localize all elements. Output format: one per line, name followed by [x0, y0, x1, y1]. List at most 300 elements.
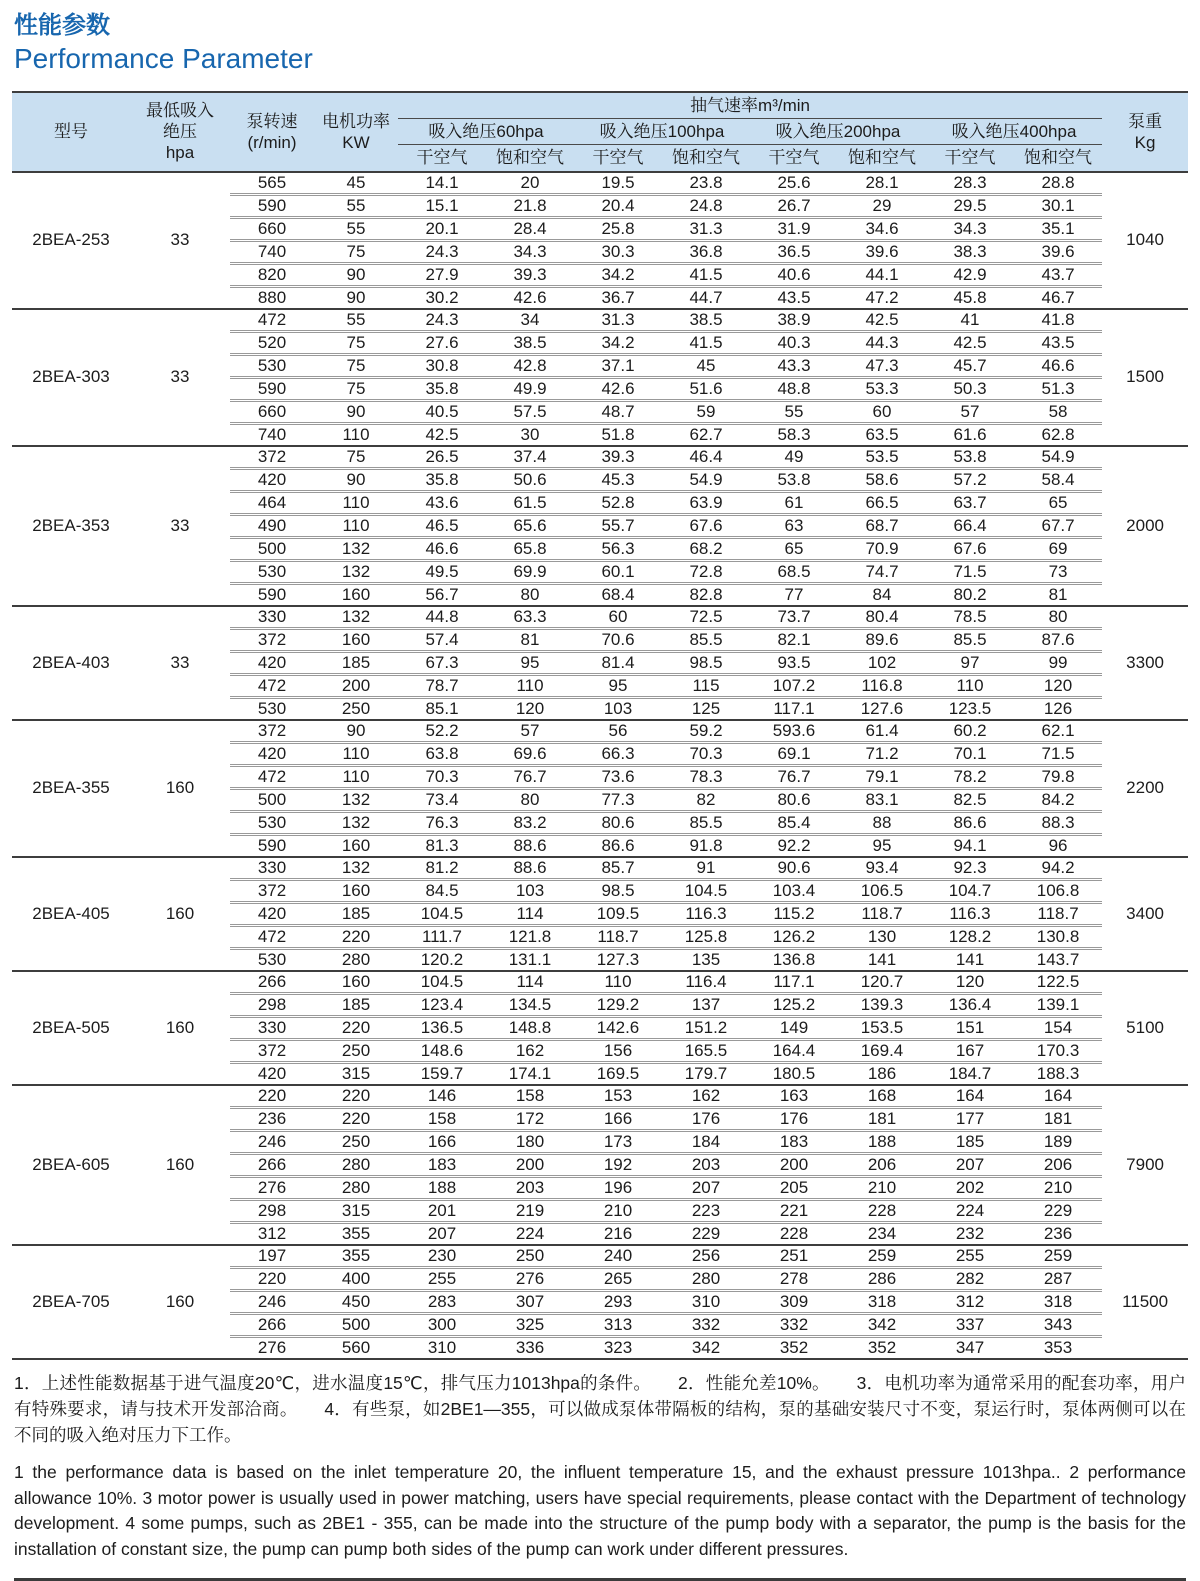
rate-cell: 39.3 — [574, 446, 662, 469]
rate-cell: 43.3 — [750, 354, 838, 377]
rate-cell: 103 — [574, 697, 662, 720]
rate-cell: 127.3 — [574, 948, 662, 971]
rate-cell: 14.1 — [398, 172, 486, 195]
min-pressure-cell: 160 — [130, 720, 230, 857]
rate-cell: 40.3 — [750, 331, 838, 354]
rate-cell: 104.5 — [398, 971, 486, 994]
rate-cell: 142.6 — [574, 1016, 662, 1039]
rate-cell: 188.3 — [1014, 1062, 1102, 1085]
rate-cell: 234 — [838, 1222, 926, 1245]
speed-cell: 298 — [230, 1199, 314, 1222]
speed-cell: 312 — [230, 1222, 314, 1245]
power-cell: 90 — [314, 400, 398, 423]
rate-cell: 46.4 — [662, 446, 750, 469]
rate-cell: 80.4 — [838, 606, 926, 629]
rate-cell: 89.6 — [838, 628, 926, 651]
rate-cell: 61.5 — [486, 491, 574, 514]
rate-cell: 123.4 — [398, 993, 486, 1016]
table-header — [12, 92, 1188, 172]
rate-cell: 82.8 — [662, 583, 750, 606]
rate-cell: 206 — [1014, 1153, 1102, 1176]
speed-cell: 266 — [230, 1153, 314, 1176]
table-row — [12, 309, 1188, 332]
rate-cell: 110 — [574, 971, 662, 994]
header-sub-saturated: 饱和空气 — [838, 145, 926, 172]
rate-cell: 180 — [486, 1130, 574, 1153]
header-sub-dry: 干空气 — [574, 145, 662, 172]
rate-cell: 280 — [662, 1267, 750, 1290]
rate-cell: 34.2 — [574, 263, 662, 286]
rate-cell: 120 — [1014, 674, 1102, 697]
rate-cell: 293 — [574, 1290, 662, 1313]
rate-cell: 80 — [486, 788, 574, 811]
rate-cell: 23.8 — [662, 172, 750, 195]
power-cell: 90 — [314, 468, 398, 491]
rate-cell: 332 — [662, 1313, 750, 1336]
speed-cell: 330 — [230, 857, 314, 880]
rate-cell: 63.3 — [486, 606, 574, 629]
rate-cell: 115 — [662, 674, 750, 697]
rate-cell: 85.5 — [926, 628, 1014, 651]
rate-cell: 57 — [486, 720, 574, 743]
rate-cell: 98.5 — [662, 651, 750, 674]
rate-cell: 118.7 — [1014, 902, 1102, 925]
rate-cell: 62.1 — [1014, 720, 1102, 743]
power-cell: 160 — [314, 971, 398, 994]
rate-cell: 86.6 — [574, 834, 662, 857]
table-row — [12, 446, 1188, 469]
rate-cell: 221 — [750, 1199, 838, 1222]
speed-cell: 565 — [230, 172, 314, 195]
rate-cell: 210 — [574, 1199, 662, 1222]
rate-cell: 51.6 — [662, 377, 750, 400]
rate-cell: 67.3 — [398, 651, 486, 674]
power-cell: 45 — [314, 172, 398, 195]
header-pump-speed — [230, 92, 314, 172]
table-row — [12, 1245, 1188, 1268]
rate-cell: 38.3 — [926, 240, 1014, 263]
speed-cell: 472 — [230, 309, 314, 332]
rate-cell: 20.1 — [398, 217, 486, 240]
note-zh: 1．上述性能数据基于进气温度20℃，进水温度15℃，排气压力1013hpa的条件。 2．性能允差10%。 3．电机功率为通常采用的配套功率，用户有特殊要求，请与技术开发部洽商。 4．有些泵，如2BE1—355，可以做成泵体带隔板的结构，泵的基础安装尺寸不变，泵运行时，泵体两侧可以在不同的吸入绝对压力下工作。 — [14, 1372, 1186, 1446]
header-pump-speed-line: (r/min) — [247, 132, 297, 152]
power-cell: 110 — [314, 765, 398, 788]
rate-cell: 35.1 — [1014, 217, 1102, 240]
rate-cell: 117.1 — [750, 971, 838, 994]
speed-cell: 472 — [230, 925, 314, 948]
rate-cell: 176 — [750, 1107, 838, 1130]
rate-cell: 29 — [838, 194, 926, 217]
speed-cell: 530 — [230, 560, 314, 583]
rate-cell: 66.4 — [926, 514, 1014, 537]
rate-cell: 165.5 — [662, 1039, 750, 1062]
rate-cell: 170.3 — [1014, 1039, 1102, 1062]
rate-cell: 307 — [486, 1290, 574, 1313]
rate-cell: 72.5 — [662, 606, 750, 629]
rate-cell: 276 — [486, 1267, 574, 1290]
rate-cell: 19.5 — [574, 172, 662, 195]
rate-cell: 90.6 — [750, 857, 838, 880]
header-motor-power-line: 电机功率 — [322, 111, 390, 131]
rate-cell: 27.6 — [398, 331, 486, 354]
rate-cell: 83.2 — [486, 811, 574, 834]
rate-cell: 42.6 — [574, 377, 662, 400]
power-cell: 160 — [314, 628, 398, 651]
power-cell: 90 — [314, 286, 398, 309]
rate-cell: 43.5 — [1014, 331, 1102, 354]
rate-cell: 163 — [750, 1085, 838, 1108]
rate-cell: 30.1 — [1014, 194, 1102, 217]
table-row — [12, 172, 1188, 195]
rate-cell: 58 — [1014, 400, 1102, 423]
rate-cell: 166 — [398, 1130, 486, 1153]
rate-cell: 74.7 — [838, 560, 926, 583]
power-cell: 110 — [314, 514, 398, 537]
rate-cell: 80.6 — [574, 811, 662, 834]
weight-cell: 3300 — [1102, 606, 1188, 720]
rate-cell: 162 — [486, 1039, 574, 1062]
rate-cell: 40.5 — [398, 400, 486, 423]
rate-cell: 78.7 — [398, 674, 486, 697]
rate-cell: 136.4 — [926, 993, 1014, 1016]
speed-cell: 372 — [230, 446, 314, 469]
rate-cell: 81.3 — [398, 834, 486, 857]
rate-cell: 58.3 — [750, 423, 838, 446]
header-pump-weight-line: Kg — [1134, 132, 1156, 152]
rate-cell: 63.8 — [398, 742, 486, 765]
power-cell: 280 — [314, 948, 398, 971]
speed-cell: 372 — [230, 879, 314, 902]
speed-cell: 420 — [230, 651, 314, 674]
rate-cell: 55 — [750, 400, 838, 423]
header-min-pressure — [130, 92, 230, 172]
rate-cell: 57.5 — [486, 400, 574, 423]
power-cell: 280 — [314, 1153, 398, 1176]
rate-cell: 52.8 — [574, 491, 662, 514]
model-cell: 2BEA-303 — [12, 309, 130, 446]
weight-cell: 2200 — [1102, 720, 1188, 857]
rate-cell: 164 — [926, 1085, 1014, 1108]
speed-cell: 660 — [230, 217, 314, 240]
rate-cell: 66.3 — [574, 742, 662, 765]
speed-cell: 530 — [230, 811, 314, 834]
rate-cell: 36.5 — [750, 240, 838, 263]
rate-cell: 44.7 — [662, 286, 750, 309]
rate-cell: 55.7 — [574, 514, 662, 537]
rate-cell: 107.2 — [750, 674, 838, 697]
power-cell: 132 — [314, 788, 398, 811]
rate-cell: 137 — [662, 993, 750, 1016]
power-cell: 90 — [314, 263, 398, 286]
rate-cell: 312 — [926, 1290, 1014, 1313]
rate-cell: 228 — [750, 1222, 838, 1245]
rate-cell: 106.5 — [838, 879, 926, 902]
rate-cell: 134.5 — [486, 993, 574, 1016]
power-cell: 220 — [314, 1107, 398, 1130]
power-cell: 250 — [314, 697, 398, 720]
rate-cell: 336 — [486, 1336, 574, 1359]
speed-cell: 276 — [230, 1336, 314, 1359]
rate-cell: 81.2 — [398, 857, 486, 880]
rate-cell: 342 — [662, 1336, 750, 1359]
rate-cell: 228 — [838, 1199, 926, 1222]
rate-cell: 78.2 — [926, 765, 1014, 788]
speed-cell: 820 — [230, 263, 314, 286]
rate-cell: 143.7 — [1014, 948, 1102, 971]
rate-cell: 102 — [838, 651, 926, 674]
rate-cell: 62.7 — [662, 423, 750, 446]
rate-cell: 30 — [486, 423, 574, 446]
rate-cell: 116.3 — [662, 902, 750, 925]
power-cell: 132 — [314, 857, 398, 880]
speed-cell: 472 — [230, 674, 314, 697]
rate-cell: 95 — [838, 834, 926, 857]
rate-cell: 44.8 — [398, 606, 486, 629]
rate-cell: 60 — [838, 400, 926, 423]
rate-cell: 126 — [1014, 697, 1102, 720]
rate-cell: 229 — [662, 1222, 750, 1245]
rate-cell: 167 — [926, 1039, 1014, 1062]
rate-cell: 31.9 — [750, 217, 838, 240]
min-pressure-cell: 160 — [130, 1085, 230, 1245]
speed-cell: 880 — [230, 286, 314, 309]
rate-cell: 80 — [486, 583, 574, 606]
header-motor-power-line: KW — [342, 132, 370, 152]
rate-cell: 116.3 — [926, 902, 1014, 925]
rate-cell: 42.5 — [398, 423, 486, 446]
power-cell: 220 — [314, 1085, 398, 1108]
rate-cell: 103.4 — [750, 879, 838, 902]
rate-cell: 87.6 — [1014, 628, 1102, 651]
rate-cell: 236 — [1014, 1222, 1102, 1245]
rate-cell: 85.5 — [662, 628, 750, 651]
rate-cell: 259 — [838, 1245, 926, 1268]
power-cell: 185 — [314, 993, 398, 1016]
rate-cell: 126.2 — [750, 925, 838, 948]
rate-cell: 63.7 — [926, 491, 1014, 514]
rate-cell: 93.4 — [838, 857, 926, 880]
rate-cell: 172 — [486, 1107, 574, 1130]
min-pressure-cell: 33 — [130, 446, 230, 606]
rate-cell: 120 — [926, 971, 1014, 994]
header-min-pressure-line: 最低吸入 — [146, 100, 214, 120]
rate-cell: 45.3 — [574, 468, 662, 491]
rate-cell: 283 — [398, 1290, 486, 1313]
rate-cell: 57.2 — [926, 468, 1014, 491]
rate-cell: 184 — [662, 1130, 750, 1153]
rate-cell: 85.1 — [398, 697, 486, 720]
rate-cell: 352 — [838, 1336, 926, 1359]
rate-cell: 177 — [926, 1107, 1014, 1130]
rate-cell: 20.4 — [574, 194, 662, 217]
rate-cell: 47.3 — [838, 354, 926, 377]
rate-cell: 63.5 — [838, 423, 926, 446]
rate-cell: 58.4 — [1014, 468, 1102, 491]
header-pressure-group-400hpa: 吸入绝压400hpa — [926, 119, 1102, 145]
rate-cell: 94.1 — [926, 834, 1014, 857]
rate-cell: 53.5 — [838, 446, 926, 469]
rate-cell: 318 — [1014, 1290, 1102, 1313]
rate-cell: 92.2 — [750, 834, 838, 857]
power-cell: 75 — [314, 446, 398, 469]
rate-cell: 162 — [662, 1085, 750, 1108]
rate-cell: 110 — [486, 674, 574, 697]
rate-cell: 224 — [486, 1222, 574, 1245]
rate-cell: 53.8 — [750, 468, 838, 491]
rate-cell: 153 — [574, 1085, 662, 1108]
rate-cell: 200 — [486, 1153, 574, 1176]
rate-cell: 352 — [750, 1336, 838, 1359]
rate-cell: 42.8 — [486, 354, 574, 377]
power-cell: 75 — [314, 354, 398, 377]
power-cell: 220 — [314, 925, 398, 948]
rate-cell: 169.5 — [574, 1062, 662, 1085]
rate-cell: 81 — [486, 628, 574, 651]
rate-cell: 139.1 — [1014, 993, 1102, 1016]
weight-cell: 3400 — [1102, 857, 1188, 971]
rate-cell: 58.6 — [838, 468, 926, 491]
speed-cell: 420 — [230, 742, 314, 765]
rate-cell: 210 — [1014, 1176, 1102, 1199]
speed-cell: 740 — [230, 423, 314, 446]
rate-cell: 69.9 — [486, 560, 574, 583]
rate-cell: 206 — [838, 1153, 926, 1176]
rate-cell: 88 — [838, 811, 926, 834]
rate-cell: 203 — [662, 1153, 750, 1176]
speed-cell: 220 — [230, 1085, 314, 1108]
speed-cell: 197 — [230, 1245, 314, 1268]
speed-cell: 660 — [230, 400, 314, 423]
model-cell: 2BEA-605 — [12, 1085, 130, 1245]
rate-cell: 80.6 — [750, 788, 838, 811]
power-cell: 185 — [314, 902, 398, 925]
power-cell: 355 — [314, 1245, 398, 1268]
rate-cell: 42.5 — [838, 309, 926, 332]
rate-cell: 30.8 — [398, 354, 486, 377]
rate-cell: 26.5 — [398, 446, 486, 469]
model-cell: 2BEA-355 — [12, 720, 130, 857]
rate-cell: 82.5 — [926, 788, 1014, 811]
rate-cell: 68.2 — [662, 537, 750, 560]
header-pump-speed-line: 泵转速 — [246, 111, 298, 131]
rate-cell: 70.1 — [926, 742, 1014, 765]
rate-cell: 99 — [1014, 651, 1102, 674]
rate-cell: 196 — [574, 1176, 662, 1199]
power-cell: 315 — [314, 1062, 398, 1085]
rate-cell: 141 — [926, 948, 1014, 971]
min-pressure-cell: 160 — [130, 1245, 230, 1359]
rate-cell: 37.1 — [574, 354, 662, 377]
table-row — [12, 720, 1188, 743]
rate-cell: 164 — [1014, 1085, 1102, 1108]
rate-cell: 61.6 — [926, 423, 1014, 446]
rate-cell: 72.8 — [662, 560, 750, 583]
rate-cell: 201 — [398, 1199, 486, 1222]
rate-cell: 146 — [398, 1085, 486, 1108]
rate-cell: 104.5 — [398, 902, 486, 925]
power-cell: 132 — [314, 560, 398, 583]
weight-cell: 1040 — [1102, 172, 1188, 309]
rate-cell: 59.2 — [662, 720, 750, 743]
rate-cell: 44.1 — [838, 263, 926, 286]
rate-cell: 69 — [1014, 537, 1102, 560]
header-motor-power — [314, 92, 398, 172]
power-cell: 500 — [314, 1313, 398, 1336]
rate-cell: 80.2 — [926, 583, 1014, 606]
rate-cell: 122.5 — [1014, 971, 1102, 994]
table-row — [12, 971, 1188, 994]
rate-cell: 39.6 — [838, 240, 926, 263]
rate-cell: 104.5 — [662, 879, 750, 902]
rate-cell: 219 — [486, 1199, 574, 1222]
rate-cell: 42.6 — [486, 286, 574, 309]
rate-cell: 98.5 — [574, 879, 662, 902]
rate-cell: 85.5 — [662, 811, 750, 834]
rate-cell: 71.5 — [926, 560, 1014, 583]
rate-cell: 313 — [574, 1313, 662, 1336]
rate-cell: 148.8 — [486, 1016, 574, 1039]
rate-cell: 67.6 — [662, 514, 750, 537]
speed-cell: 330 — [230, 606, 314, 629]
rate-cell: 96 — [1014, 834, 1102, 857]
rate-cell: 229 — [1014, 1199, 1102, 1222]
rate-cell: 42.5 — [926, 331, 1014, 354]
rate-cell: 34.3 — [926, 217, 1014, 240]
header-sub-saturated: 饱和空气 — [486, 145, 574, 172]
rate-cell: 84 — [838, 583, 926, 606]
rate-cell: 128.2 — [926, 925, 1014, 948]
rate-cell: 210 — [838, 1176, 926, 1199]
rate-cell: 265 — [574, 1267, 662, 1290]
rate-cell: 125 — [662, 697, 750, 720]
rate-cell: 48.7 — [574, 400, 662, 423]
rate-cell: 207 — [398, 1222, 486, 1245]
rate-cell: 34.2 — [574, 331, 662, 354]
rate-cell: 156 — [574, 1039, 662, 1062]
rate-cell: 73.7 — [750, 606, 838, 629]
power-cell: 55 — [314, 217, 398, 240]
rate-cell: 343 — [1014, 1313, 1102, 1336]
rate-cell: 94.2 — [1014, 857, 1102, 880]
rate-cell: 286 — [838, 1267, 926, 1290]
power-cell: 450 — [314, 1290, 398, 1313]
rate-cell: 34.6 — [838, 217, 926, 240]
rate-cell: 45.8 — [926, 286, 1014, 309]
rate-cell: 49 — [750, 446, 838, 469]
speed-cell: 276 — [230, 1176, 314, 1199]
rate-cell: 205 — [750, 1176, 838, 1199]
power-cell: 185 — [314, 651, 398, 674]
rate-cell: 43.7 — [1014, 263, 1102, 286]
power-cell: 132 — [314, 606, 398, 629]
header-sub-saturated: 饱和空气 — [1014, 145, 1102, 172]
rate-cell: 127.6 — [838, 697, 926, 720]
rate-cell: 125.2 — [750, 993, 838, 1016]
rate-cell: 70.6 — [574, 628, 662, 651]
table-row — [12, 606, 1188, 629]
rate-cell: 318 — [838, 1290, 926, 1313]
rate-cell: 207 — [662, 1176, 750, 1199]
rate-cell: 188 — [398, 1176, 486, 1199]
speed-cell: 236 — [230, 1107, 314, 1130]
rate-cell: 21.8 — [486, 194, 574, 217]
rate-cell: 24.8 — [662, 194, 750, 217]
rate-cell: 188 — [838, 1130, 926, 1153]
rate-cell: 70.3 — [662, 742, 750, 765]
power-cell: 400 — [314, 1267, 398, 1290]
rate-cell: 68.4 — [574, 583, 662, 606]
table-row — [12, 857, 1188, 880]
